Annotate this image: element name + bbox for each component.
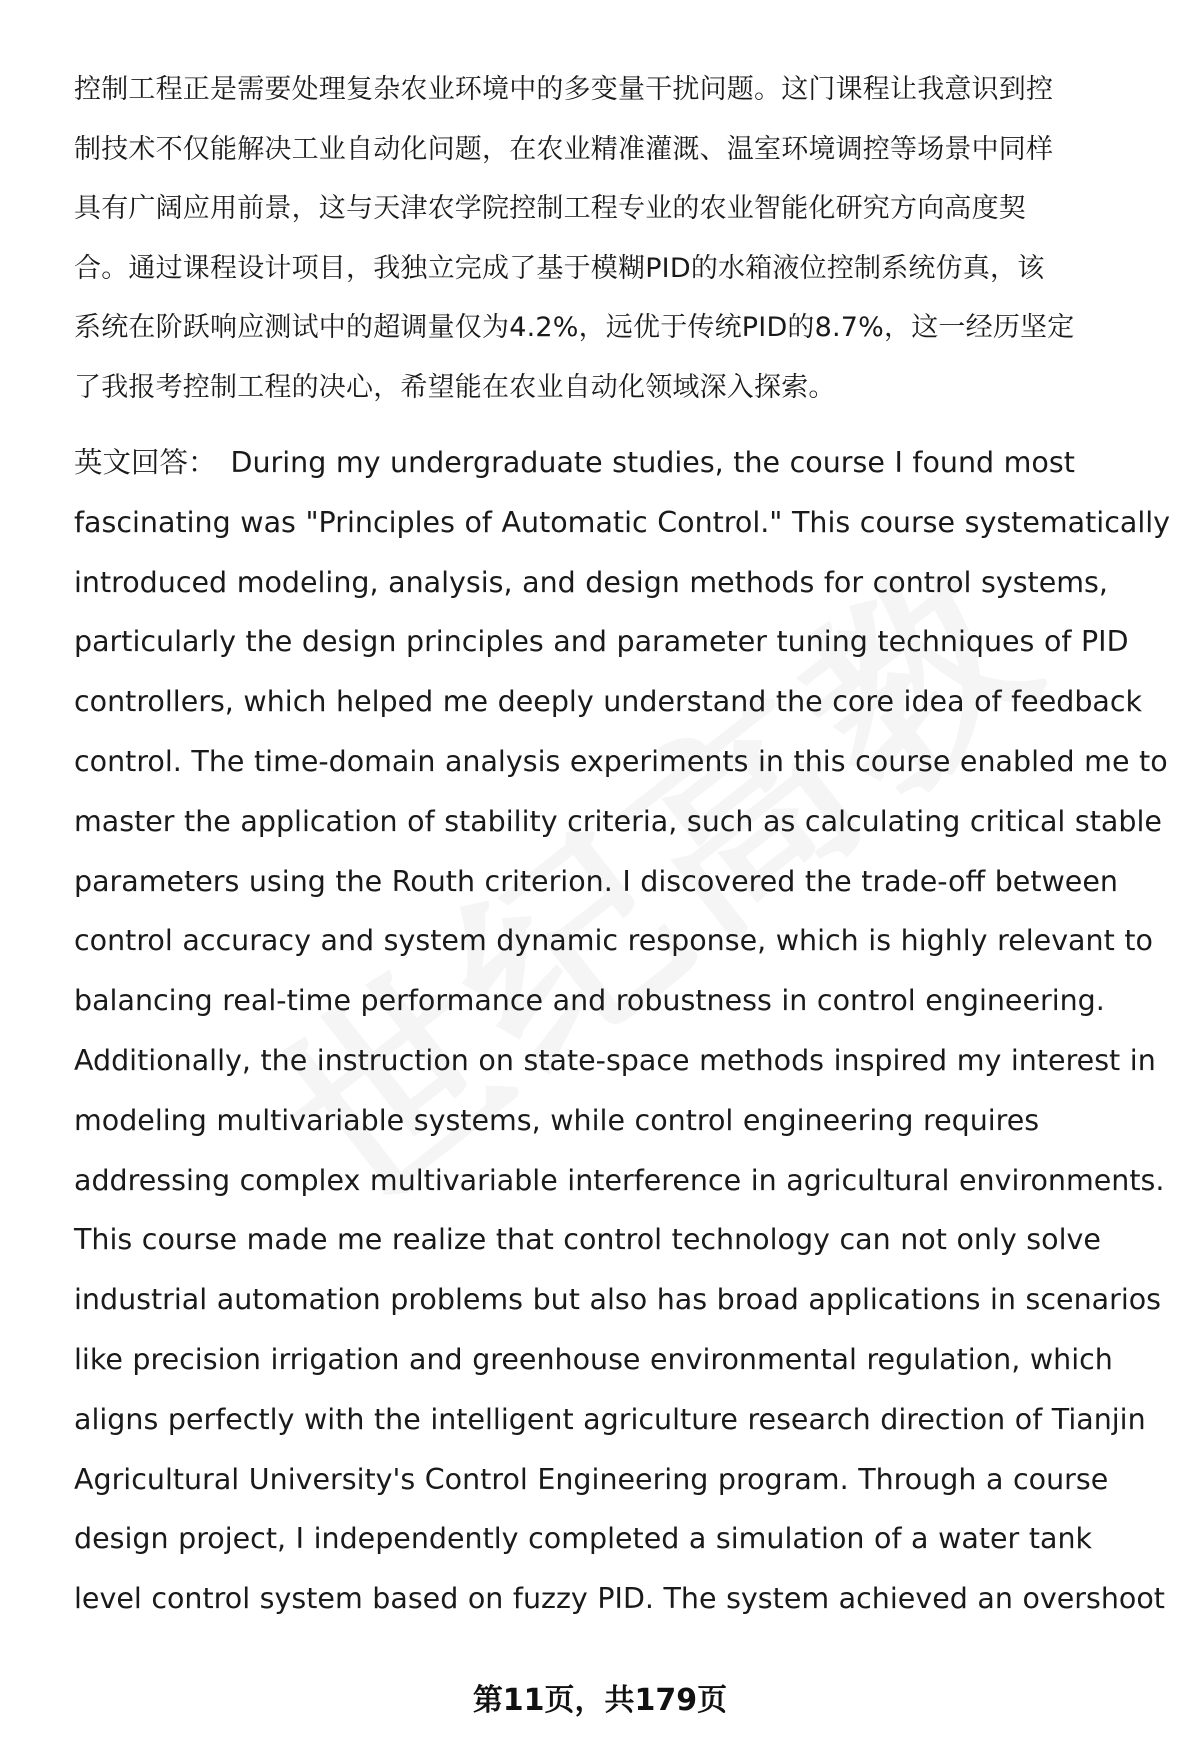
text-line: Additionally, the instruction on state-space methods inspired my interest in <box>74 1043 1156 1077</box>
text-line: level control system based on fuzzy PID. The system achieved an overshoot <box>74 1582 1165 1616</box>
text-line: 控制工程正是需要处理复杂农业环境中的多变量干扰问题。这门课程让我意识到控 <box>74 74 1054 105</box>
text-line: 系统在阶跃响应测试中的超调量仅为4.2%，远优于传统PID的8.7%，这一经历坚定 <box>74 312 1075 343</box>
text-line: 制技术不仅能解决工业自动化问题，在农业精准灌溉、温室环境调控等场景中同样 <box>74 133 1054 165</box>
text-line: master the application of stability criteria, such as calculating critical stable <box>74 804 1162 838</box>
text-line: This course made me realize that control technology can not only solve <box>74 1223 1101 1257</box>
english-answer-paragraph <box>74 433 1171 1629</box>
text-line: 具有广阔应用前景，这与天津农学院控制工程专业的农业智能化研究方向高度契 <box>74 193 1026 224</box>
text-line: balancing real-time performance and robustness in control engineering. <box>74 984 1105 1018</box>
text-line <box>74 433 1154 493</box>
text-line: like precision irrigation and greenhouse environmental regulation, which <box>74 1342 1113 1376</box>
page-body <box>74 60 1171 1629</box>
text-line: aligns perfectly with the intelligent agriculture research direction of Tianjin <box>74 1402 1146 1436</box>
page-number: 第11页，共179页 <box>472 1683 728 1718</box>
english-answer-first-line: During my undergraduate studies, the course I found most <box>230 446 1075 479</box>
text-line: control accuracy and system dynamic response, which is highly relevant to <box>74 924 1153 958</box>
text-line: addressing complex multivariable interference in agricultural environments. <box>74 1163 1165 1197</box>
text-line: particularly the design principles and parameter tuning techniques of PID <box>74 625 1129 659</box>
text-line: control. The time-domain analysis experiments in this course enabled me to <box>74 744 1168 778</box>
text-line: fascinating was "Principles of Automatic Control." This course systematically <box>74 505 1171 539</box>
text-line: 了我报考控制工程的决心，希望能在农业自动化领域深入探索。 <box>74 371 836 403</box>
text-line: modeling multivariable systems, while control engineering requires <box>74 1103 1040 1137</box>
text-line: design project, I independently completed a simulation of a water tank <box>74 1522 1093 1556</box>
text-line: introduced modeling, analysis, and design methods for control systems, <box>74 565 1108 599</box>
text-line: parameters using the Routh criterion. I discovered the trade-off between <box>74 864 1118 898</box>
chinese-paragraph <box>74 60 1154 417</box>
text-line: Agricultural University's Control Engineering program. Through a course <box>74 1462 1109 1496</box>
text-line: 合。通过课程设计项目，我独立完成了基于模糊PID的水箱液位控制系统仿真，该 <box>74 252 1045 284</box>
text-line: industrial automation problems but also has broad applications in scenarios <box>74 1283 1162 1317</box>
english-answer-label: 英文回答： <box>74 446 217 479</box>
text-line: controllers, which helped me deeply understand the core idea of feedback <box>74 685 1143 719</box>
